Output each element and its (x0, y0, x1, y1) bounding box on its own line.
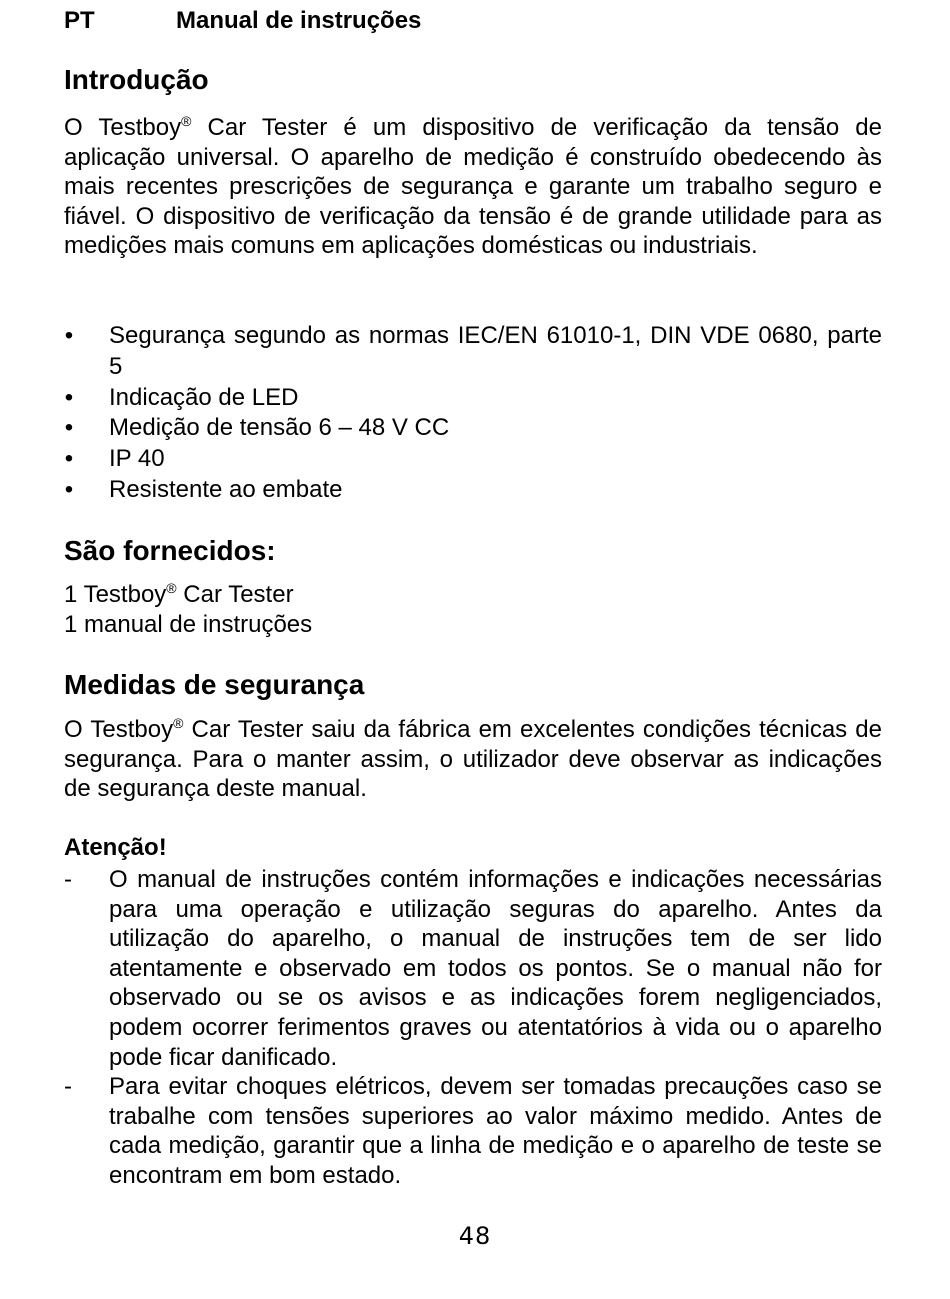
safety-paragraph (64, 715, 882, 804)
attention-label: Atenção! (64, 834, 167, 861)
list-item-text: Resistente ao embate (109, 475, 343, 503)
list-item-text: Segurança segundo as normas IEC/EN 61010-1, DIN VDE 0680, parte 5 (109, 322, 882, 380)
list-item-text: IP 40 (109, 445, 165, 473)
bullet-icon: • (64, 414, 74, 442)
supplied-item-text-rest: Car Tester (176, 581, 294, 608)
page-header (64, 6, 421, 36)
supplied-item (64, 580, 294, 610)
list-item (64, 1072, 882, 1190)
supplied-item: 1 manual de instruções (64, 611, 313, 638)
intro-paragraph (64, 113, 882, 261)
list-item (64, 413, 882, 444)
supplied-item-text-start: 1 Testboy (64, 581, 167, 608)
manual-title: Manual de instruções (176, 7, 422, 34)
registered-mark: ® (166, 580, 177, 596)
bullet-icon: • (64, 322, 74, 349)
list-item (64, 475, 882, 506)
list-item (64, 865, 882, 1072)
safety-text-rest: Car Tester saiu da fábrica em excelentes condições técnicas de segurança. Para o manter assim, o utilizador deve observar as indicações de segurança deste manual. (64, 716, 882, 803)
dash-icon: - (64, 866, 72, 893)
supplied-heading: São fornecidos: (64, 535, 276, 566)
list-item-text: Para evitar choques elétricos, devem ser tomadas precauções caso se trabalhe com tensões superiores ao valor máximo medido. Antes de cada medição, garantir que a linha de medição e o aparelho de teste se encontram em bom estado. (109, 1073, 882, 1189)
bullet-icon: • (64, 383, 74, 411)
safety-text-start: O Testboy (64, 716, 174, 743)
safety-list (64, 865, 882, 1191)
registered-mark: ® (173, 715, 184, 731)
list-item (64, 321, 882, 383)
intro-text-rest: Car Tester é um dispositivo de verificação da tensão de aplicação universal. O aparelho de medição é construído obedecendo às mais recentes prescrições de segurança e garante um trabalho seguro e fiável. O dispositivo de verificação da tensão é de grande utilidade para as medições mais comuns em aplicações domésticas ou industriais. (64, 114, 882, 260)
list-item (64, 444, 882, 475)
features-list (64, 321, 882, 506)
intro-text-start: O Testboy (64, 114, 182, 141)
bullet-icon: • (64, 445, 74, 473)
bullet-icon: • (64, 475, 74, 503)
list-item-text: Medição de tensão 6 – 48 V CC (109, 414, 450, 442)
list-item-text: O manual de instruções contém informações e indicações necessárias para uma operação e utilização seguras do aparelho. Antes da utilização do aparelho, o manual de instruções tem de ser lido atentamente e observado em todos os pontos. Se o manual não for observado ou se os avisos e as indicações forem negligenciados, podem ocorrer ferimentos graves ou atentatórios à vida ou o aparelho pode ficar danificado. (109, 866, 882, 1071)
intro-heading: Introdução (64, 64, 209, 95)
language-code: PT (64, 7, 95, 34)
safety-heading: Medidas de segurança (64, 669, 365, 700)
registered-mark: ® (181, 113, 192, 129)
page-number: 48 (458, 1222, 492, 1250)
list-item (64, 383, 882, 414)
dash-icon: - (64, 1073, 72, 1101)
list-item-text: Indicação de LED (109, 383, 299, 411)
